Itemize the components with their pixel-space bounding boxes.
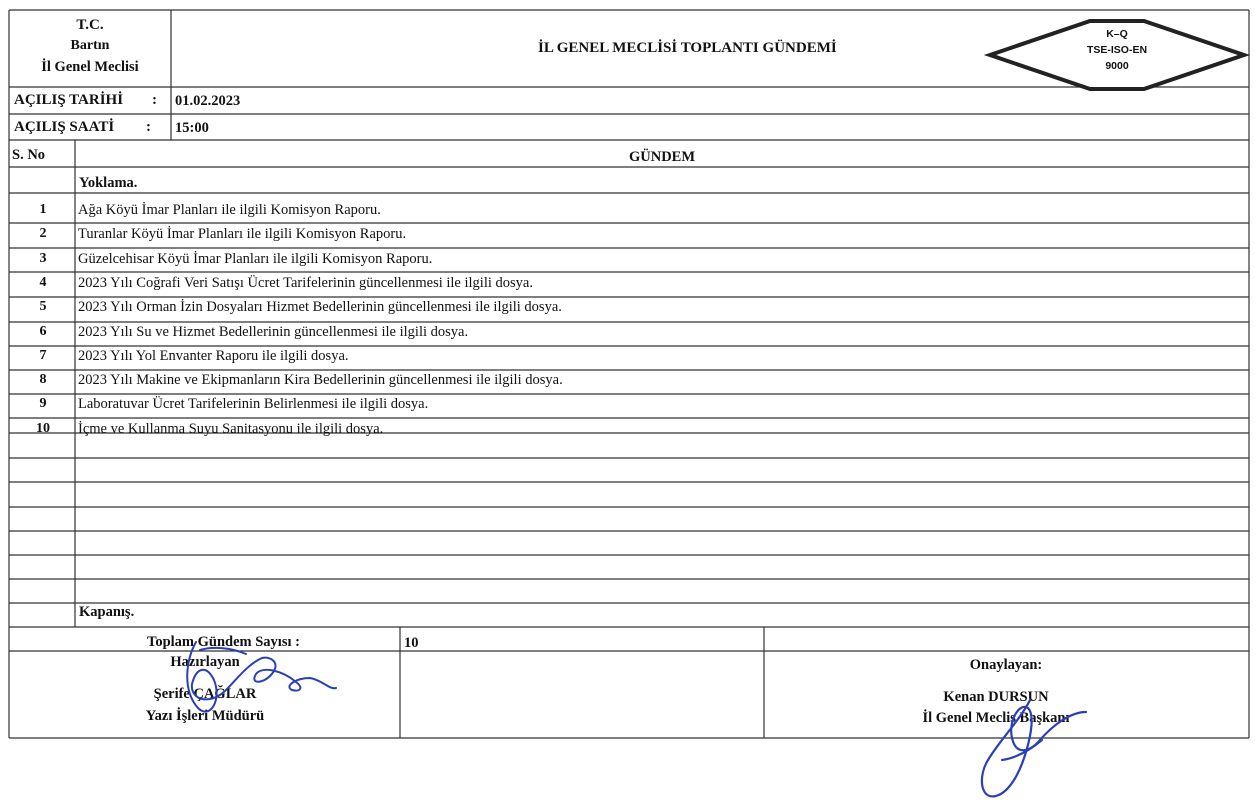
agenda-item-number: 8	[39, 372, 47, 388]
badge-line-3: 9000	[1105, 60, 1129, 72]
page-title: İL GENEL MECLİSİ TOPLANTI GÜNDEMİ	[538, 40, 837, 56]
closing: Kapanış.	[79, 604, 135, 620]
prepared-name: Şerife ÇAĞLAR	[153, 686, 257, 702]
agenda-item-number: 3	[39, 250, 47, 266]
agenda-item-number: 6	[39, 323, 47, 339]
agenda-item-text: Güzelcehisar Köyü İmar Planları ile ilgili Komisyon Raporu.	[78, 250, 433, 267]
opening-time-label: AÇILIŞ SAATİ	[14, 119, 115, 135]
total-value: 10	[404, 635, 419, 651]
badge-line-2: TSE-ISO-EN	[1086, 44, 1148, 56]
prepared-title: Yazı İşleri Müdürü	[145, 708, 265, 724]
prepared-label: Hazırlayan	[170, 654, 240, 670]
opening-date-colon: :	[152, 92, 157, 108]
agenda-item-number: 7	[39, 347, 47, 363]
agenda-item-number: 2	[39, 226, 47, 242]
opening-date-label: AÇILIŞ TARİHİ	[14, 92, 124, 108]
org-line-2: Bartın	[70, 38, 110, 53]
agenda-item-text: İçme ve Kullanma Suyu Sanitasyonu ile ilgili dosya.	[78, 420, 384, 437]
column-header-no: S. No	[12, 147, 46, 163]
agenda-item-text: Ağa Köyü İmar Planları ile ilgili Komisyon Raporu.	[78, 202, 381, 218]
agenda-item-text: Turanlar Köyü İmar Planları ile ilgili Komisyon Raporu.	[78, 226, 407, 243]
agenda-item-number: 9	[39, 396, 47, 412]
badge-line-1: K–Q	[1106, 28, 1128, 40]
agenda-item-text: 2023 Yılı Su ve Hizmet Bedellerinin güncellenmesi ile ilgili dosya.	[78, 323, 469, 340]
org-line-3: İl Genel Meclisi	[41, 59, 139, 75]
column-header-agenda: GÜNDEM	[628, 149, 696, 165]
agenda-item-text: 2023 Yılı Makine ve Ekipmanların Kira Bedellerinin güncellenmesi ile ilgili dosya.	[78, 372, 563, 389]
agenda-item-number: 10	[36, 420, 50, 436]
agenda-item-number: 4	[39, 274, 47, 290]
total-label: Toplam Gündem Sayısı :	[147, 634, 300, 650]
agenda-item-number: 5	[39, 299, 47, 315]
approved-name: Kenan DURSUN	[943, 689, 1049, 705]
agenda-item-text: Laboratuvar Ücret Tarifelerinin Belirlenmesi ile ilgili dosya.	[78, 396, 429, 413]
org-line-1: T.C.	[76, 17, 104, 33]
opening-time-value: 15:00	[175, 120, 209, 136]
opening-date-value: 01.02.2023	[175, 93, 241, 109]
approved-label: Onaylayan:	[969, 657, 1043, 673]
roll-call: Yoklama.	[79, 175, 138, 191]
agenda-item-text: 2023 Yılı Orman İzin Dosyaları Hizmet Bedellerinin güncellenmesi ile ilgili dosya.	[78, 299, 562, 316]
agenda-item-text: 2023 Yılı Yol Envanter Raporu ile ilgili dosya.	[78, 347, 349, 364]
opening-time-colon: :	[146, 119, 151, 135]
agenda-item-number: 1	[39, 202, 47, 217]
agenda-item-text: 2023 Yılı Coğrafi Veri Satışı Ücret Tarifelerinin güncellenmesi ile ilgili dosya.	[78, 274, 533, 291]
approved-title: İl Genel Meclis Başkanı	[922, 710, 1070, 726]
